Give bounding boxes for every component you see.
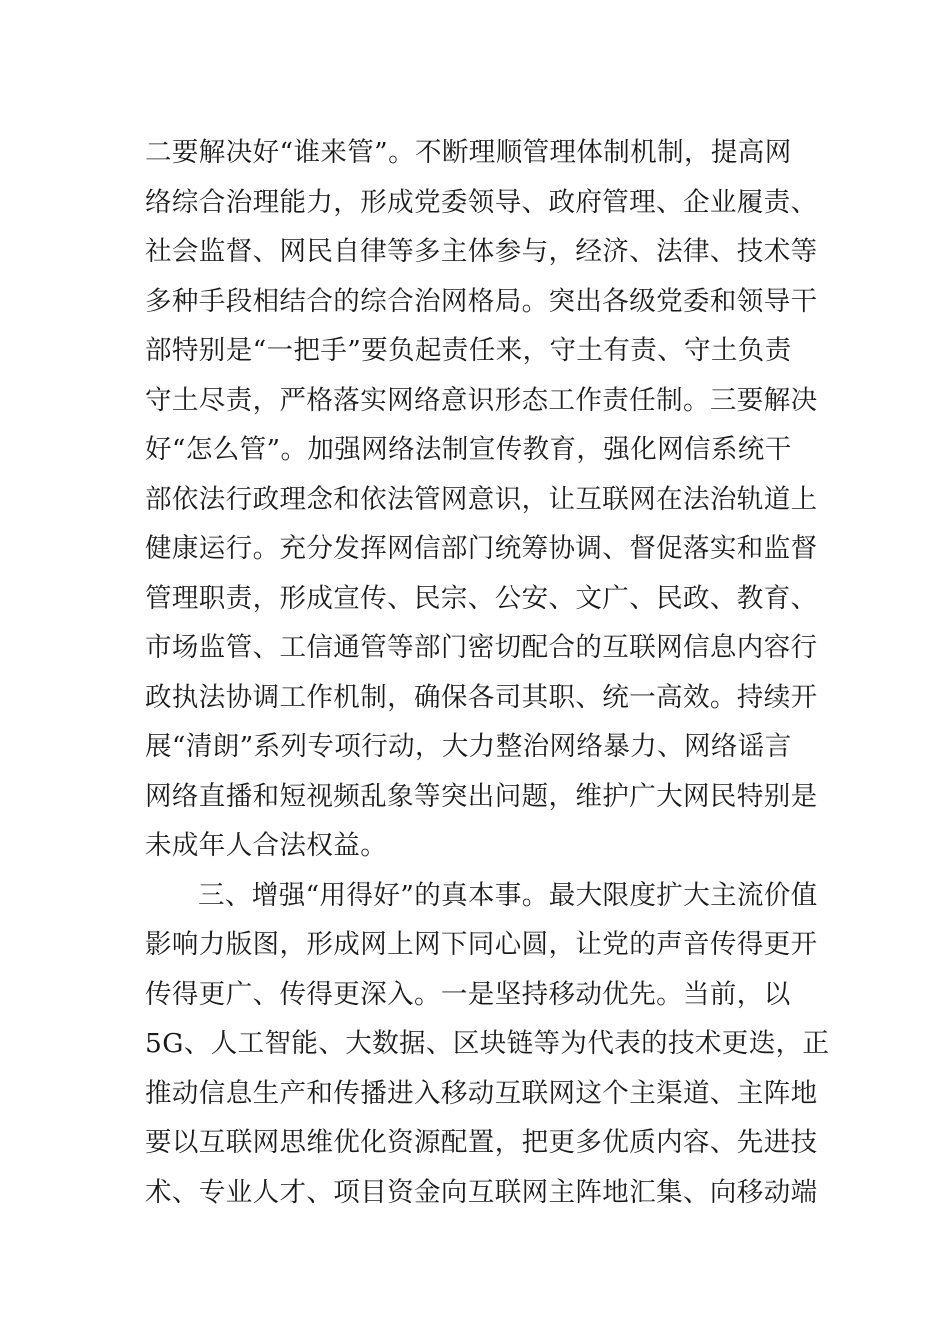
text-line: 社会监督、网民自律等多主体参与，经济、法律、技术等 [145, 236, 818, 267]
text-line: 传得更广、传得更深入。一是坚持移动优先。当前，以 [145, 978, 791, 1010]
text-line: 推动信息生产和传播进入移动互联网这个主渠道、主阵地 [145, 1077, 818, 1109]
text-line: 术、专业人才、项目资金向互联网主阵地汇集、向移动端 [145, 1176, 818, 1208]
text-line: 二要解决好“谁来管”。不断理顺管理体制机制，提高网 [145, 137, 792, 168]
text-line: 部依法行政理念和依法管网意识，让互联网在法治轨道上 [145, 483, 818, 515]
text-line: 络综合治理能力，形成党委领导、政府管理、企业履责、 [145, 186, 818, 218]
body-text [145, 128, 830, 1217]
text-line: 好“怎么管”。加强网络法制宣传教育，强化网信系统干 [145, 434, 792, 465]
text-line: 部特别是“一把手”要负起责任来，守土有责、守土负责 [145, 335, 792, 366]
text-line: 多种手段相结合的综合治网格局。突出各级党委和领导干 [145, 285, 818, 317]
text-line: 市场监管、工信通管等部门密切配合的互联网信息内容行 [145, 632, 818, 663]
text-line: 三、增强“用得好”的真本事。最大限度扩大主流价值 [198, 879, 818, 911]
text-line: 未成年人合法权益。 [145, 830, 388, 861]
text-line: 政执法协调工作机制，确保各司其职、统一高效。持续开 [145, 681, 818, 713]
paragraph-2 [145, 871, 830, 1218]
text-line: 守土尽责，严格落实网络意识形态工作责任制。三要解决 [145, 384, 818, 416]
text-line: 影响力版图，形成网上网下同心圆，让党的声音传得更开 [145, 929, 818, 960]
text-line: 健康运行。充分发挥网信部门统筹协调、督促落实和监督 [145, 533, 818, 564]
paragraph-1 [145, 128, 818, 871]
text-line: 5G、人工智能、大数据、区块链等为代表的技术更迭，正 [145, 1028, 830, 1059]
text-line: 要以互联网思维优化资源配置，把更多优质内容、先进技 [145, 1127, 818, 1158]
text-line: 管理职责，形成宣传、民宗、公安、文广、民政、教育、 [145, 582, 818, 614]
text-line: 展“清朗”系列专项行动，大力整治网络暴力、网络谣言 [145, 731, 792, 762]
text-line: 网络直播和短视频乱象等突出问题，维护广大网民特别是 [145, 780, 818, 812]
